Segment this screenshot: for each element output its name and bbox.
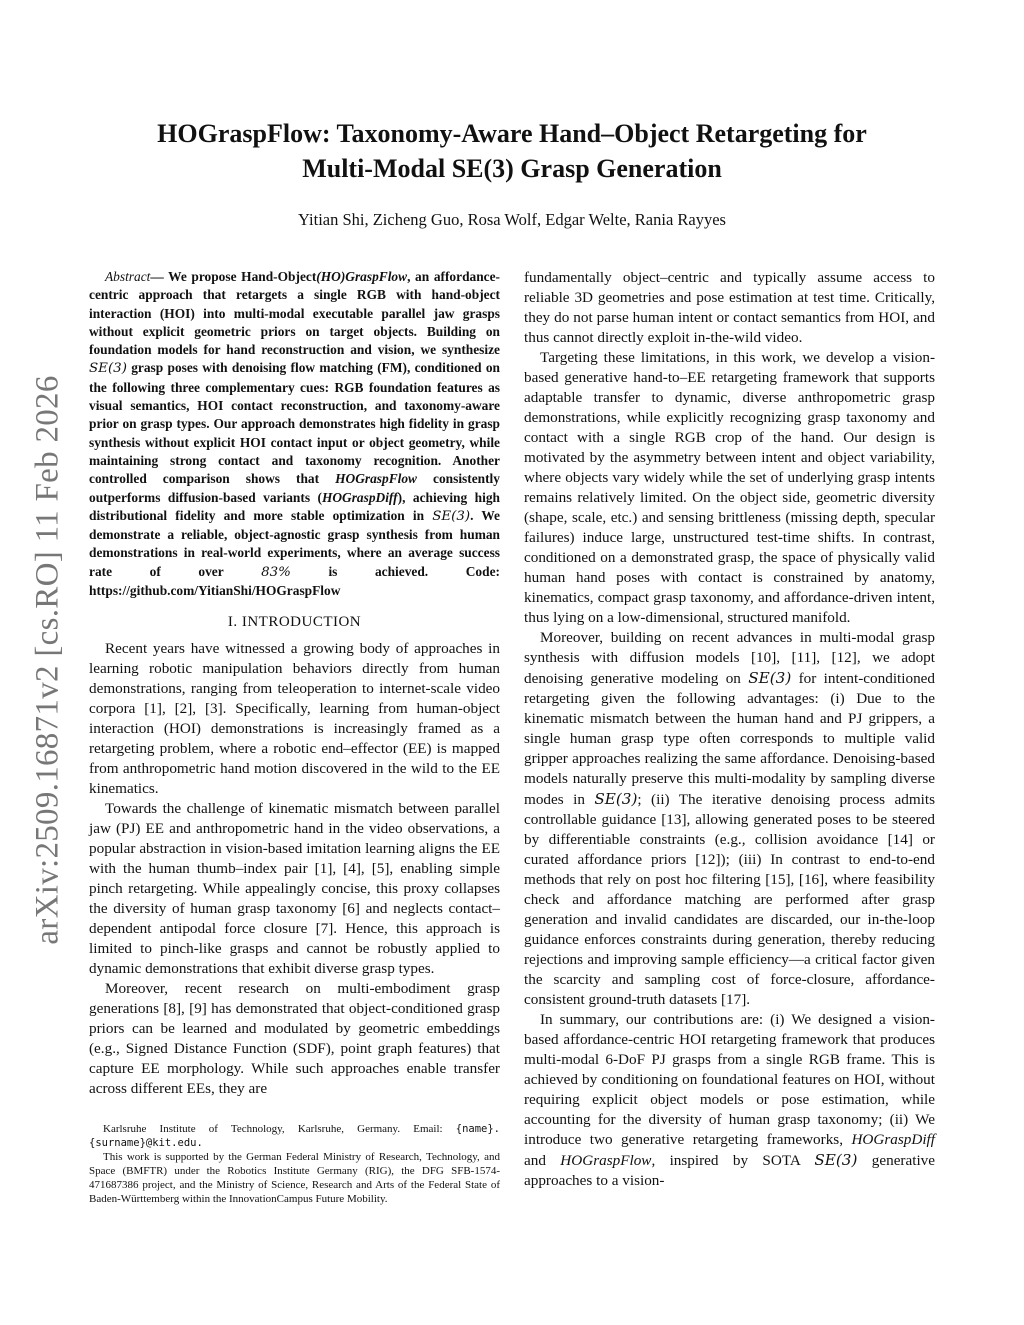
body-text: for intent-conditioned retargeting given the following advantages: (i) Due to the kinematic mismatch between the human hand and PJ grippers, a single human grasp type often corresponds to multiple valid gripper approaches realizing the same affordance. Denoising-based models naturally preserve this multi-modality by sampling diverse modes in: [524, 670, 935, 808]
title-line-2: Multi-Modal SE(3) Grasp Generation: [302, 154, 722, 183]
abstract-math: 83%: [261, 564, 291, 580]
abstract-text: grasp poses with denoising flow matching (FM), conditioned on the following three complementary cues: RGB foundation features as visual semantics, HOI contact reconstruction, and taxonomy-aware prior on grasp types. Our approach demonstrates high fidelity in grasp synthesis without explicit HOI contact input or object geometry, while maintaining strong contact and taxonomy recognition. Another controlled comparison shows that: [89, 360, 500, 487]
intro-paragraph: Towards the challenge of kinematic mismatch between parallel jaw (PJ) EE and anthropometric hand in the video observations, a popular abstraction in vision-based imitation learning aligns the EE with the human thumb–index pair [1], [4], [5], enabling simple pinch retargeting. While appealingly concise, this proxy collapses the diversity of human grasp taxonomy [6] and neglects contact–dependent antipodal force closure [7]. Hence, this approach is limited to pinch-like grasps and cannot be robustly applied to dynamic demonstrations that exhibit diverse grasp types.: [89, 800, 500, 978]
abstract-math: SE(3): [89, 361, 127, 377]
abstract-text: We propose Hand-Object: [168, 269, 317, 284]
section-heading-introduction: I. INTRODUCTION: [227, 614, 362, 631]
footnote-email: {name}.{surname}@kit.edu.: [89, 1123, 501, 1149]
body-text: Moreover, building on recent advances in multi-modal grasp synthesis with diffusion models [10], [11], [12], we adopt denoising generative modeling on: [524, 629, 935, 687]
body-text: In summary, our contributions are: (i) We designed a vision-based affordance-centric HOI retargeting framework that produces multi-modal 6-DoF PJ grasps from a single RGB frame. This is achieved by conditioning on foundational features on HOI, without requiring explicit object models or pose estimation, while accounting for the diversity of human grasp taxonomy; (ii) We introduce two generative retargeting frameworks,: [524, 1011, 935, 1148]
body-text: , inspired by SOTA: [651, 1152, 801, 1169]
author-list: Yitian Shi, Zicheng Guo, Rosa Wolf, Edgar Welte, Rania Rayyes: [298, 210, 726, 229]
model-name: HOGraspDiff: [851, 1131, 935, 1148]
footnote-affiliation-text: Karlsruhe Institute of Technology, Karlsruhe, Germany. Email:: [103, 1123, 443, 1135]
abstract-dash: —: [150, 269, 164, 284]
footnote-affiliation: [89, 1122, 500, 1150]
paper-title: [90, 116, 934, 186]
abstract-text: is achieved. Code: https://github.com/YitianShi/HOGraspFlow: [89, 563, 500, 599]
body-paragraph: fundamentally object–centric and typically assume access to reliable 3D geometries and pose estimation at test time. Critically, they do not parse human intent or contact semantics from HOI, and thus cannot directly exploit in-the-wild video.: [524, 269, 935, 346]
right-column: [524, 268, 935, 1191]
inline-math: SE(3): [814, 1151, 858, 1169]
abstract-math: SE(3): [432, 508, 471, 524]
intro-paragraph: Recent years have witnessed a growing body of approaches in learning robotic manipulation behaviors directly from human demonstrations, ranging from teleoperation to internet-scale video corpora [1], [2], [3]. Specifically, learning from human-object interaction (HOI) demonstrations is increasingly framed as a retargeting problem, where a robotic end–effector (EE) is mapped from anthropometric hand motion discovered in the wild to the EE kinematics.: [89, 640, 500, 798]
title-line-1: HOGraspFlow: Taxonomy-Aware Hand–Object Retargeting for: [157, 119, 867, 148]
abstract-method-name: (HO)GraspFlow: [316, 269, 408, 284]
body-text: generative approaches to a vision-: [524, 1152, 936, 1189]
body-paragraph: Targeting these limitations, in this work, we develop a vision-based generative hand-to–EE retargeting framework that supports adaptable transfer to dynamic, diverse anthropometric grasp demonstrations, while explicitly recognizing grasp taxonomy and contact with a single RGB crop of the hand. Our design is motivated by the asymmetry between intent and object variability, where objects vary widely while the set of underlying grasp intents remains relatively limited. On the object side, geometric diversity (shape, scale, etc.) and sensing brittleness (missing depth, specular failures) induce large, unstructured test-time shifts. In contrast, conditioned on a demonstrated grasp, the space of physically valid human hand poses with contact is constrained by anatomy, kinematics, compact grasp taxonomy, and affordance-driven intent, thus lying on a low-dimensional, structured manifold.: [524, 349, 935, 626]
body-paragraph: [524, 1010, 935, 1191]
abstract-model-name: HOGraspFlow: [335, 471, 417, 487]
left-column: [89, 268, 500, 1099]
intro-paragraph: Moreover, recent research on multi-embodiment grasp generations [8], [9] has demonstrated that object-conditioned grasp priors can be learned and modulated by geometric embeddings (e.g., Signed Distance Function (SDF), point graph features) that capture EE morphology. While such approaches enable transfer across different EEs, they are: [89, 980, 500, 1098]
inline-math: SE(3): [594, 790, 638, 808]
abstract-text: ), achieving high distributional fidelity and more stable optimization in: [89, 489, 500, 523]
body-text: and: [524, 1152, 546, 1169]
abstract-text: consistently outperforms diffusion-based variants (: [89, 471, 500, 505]
body-paragraph: [524, 628, 935, 1010]
abstract-label: Abstract: [105, 269, 151, 284]
abstract-text: . We demonstrate a reliable, object-agnostic grasp synthesis from human demonstrations in real-world experiments, where an average success rate of over: [89, 507, 500, 579]
inline-math: SE(3): [748, 669, 792, 687]
model-name: HOGraspFlow: [560, 1152, 652, 1169]
abstract-model-name: HOGraspDiff: [321, 489, 398, 505]
abstract: [89, 268, 500, 600]
abstract-text: , an affordance-centric approach that retargets a single RGB with hand-object interaction (HOI) into multi-modal executable parallel jaw grasps without explicit geometric priors on target objects. Building on foundation models for hand reconstruction and vision, we synthesize: [89, 269, 501, 358]
body-text: ; (ii) The iterative denoising process admits controllable guidance [13], allowing generated poses to be steered by differentiable constraints (e.g., collision avoidance [14] or curated affordance priors [12]); (iii) In contrast to end-to-end methods that rely on post hoc filtering [15], [16], where feasibility check and affordance matching are performed after grasp generation and invalid candidates are discarded, our in-the-loop guidance enforces constraints during generation, thereby reducing rejections and improving sample efficiency—a critical factor given the scarcity and sampling cost of force-closure, affordance-consistent ground-truth datasets [17].: [524, 791, 936, 1008]
arxiv-identifier: arXiv:2509.16871v2 [cs.RO] 11 Feb 2026: [29, 375, 66, 945]
footnote-funding: This work is supported by the German Federal Ministry of Research, Technology, and Space (BMFTR) under the Robotics Institute Germany (RIG), the DFG SFB-1574-471687386 project, and the Ministry of Science, Research and Arts of the Federal State of Baden-Württemberg within the InnovationCampus Future Mobility.: [89, 1151, 500, 1205]
footnote: [89, 1122, 500, 1206]
